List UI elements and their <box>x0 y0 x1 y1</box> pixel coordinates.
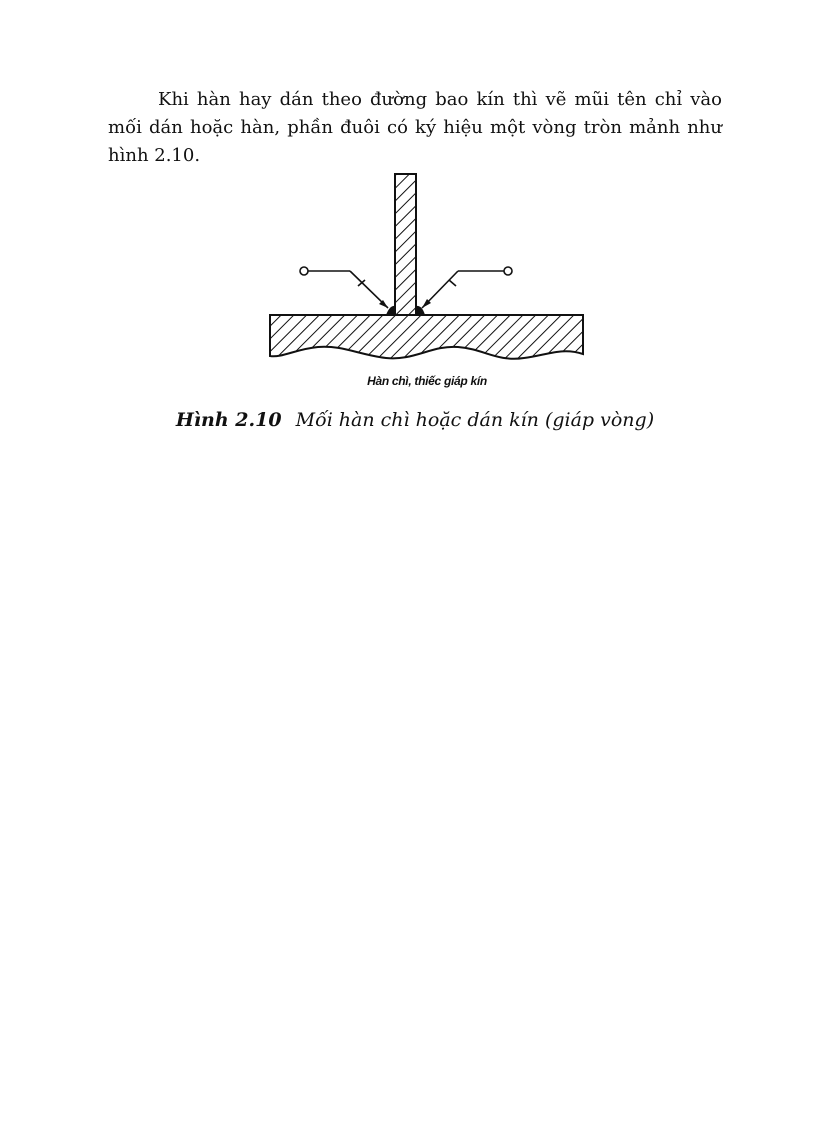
base-plate <box>270 315 583 365</box>
weld-diagram <box>262 168 592 368</box>
paragraph-line-3: hình 2.10. <box>108 145 201 166</box>
body-paragraph <box>108 86 722 170</box>
figure-inner-label: Hàn chì, thiếc giáp kín <box>367 374 487 388</box>
paragraph-line-1: Khi hàn hay dán theo đường bao kín thì vẽ mũi tên chỉ vào <box>158 89 722 110</box>
figure-2-10 <box>262 168 592 398</box>
paragraph-line-2: mối dán hoặc hàn, phần đuôi có ký hiệu một vòng tròn mảnh như <box>108 117 722 138</box>
left-leader-arrow <box>300 267 388 308</box>
caption-text: Mối hàn chì hoặc dán kín (giáp vòng) <box>295 409 655 431</box>
figure-caption <box>108 409 722 431</box>
vertical-plate <box>395 174 416 315</box>
caption-number: Hình 2.10 <box>175 409 282 431</box>
right-leader-arrow <box>422 267 512 308</box>
